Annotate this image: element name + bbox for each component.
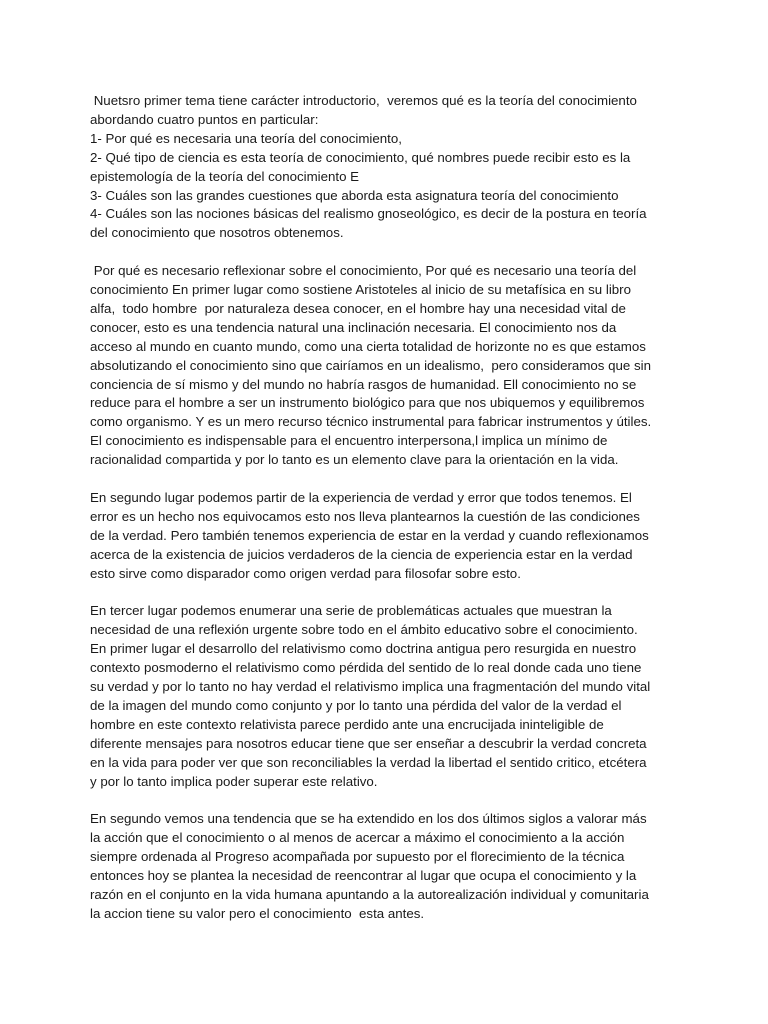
- text-line: racionalidad compartida y por lo tanto es un elemento clave para la orientación en la vida.: [90, 452, 619, 468]
- paragraph: [90, 489, 690, 584]
- text-line: El conocimiento es indispensable para el encuentro interpersona,l implica un mínimo de: [90, 433, 608, 449]
- text-line: del conocimiento que nosotros obtenemos.: [90, 225, 344, 241]
- text-line: necesidad de una reflexión urgente sobre todo en el ámbito educativo sobre el conocimiento.: [90, 622, 638, 638]
- text-line: En segundo vemos una tendencia que se ha extendido en los dos últimos siglos a valorar más: [90, 811, 647, 827]
- text-line: alfa, todo hombre por naturaleza desea conocer, en el hombre hay una necesidad vital de: [90, 300, 626, 316]
- text-line: 4- Cuáles son las nociones básicas del realismo gnoseológico, es decir de la postura en teoría: [90, 206, 647, 222]
- text-line: conocimiento En primer lugar como sostiene Aristoteles al inicio de su metafísica en su libro: [90, 282, 631, 298]
- text-line: contexto posmoderno el relativismo como pérdida del sentido de lo real donde cada uno tiene: [90, 660, 642, 676]
- text-line: en la vida para poder ver que son reconciliables la verdad la libertad el sentido critico, etcétera: [90, 754, 647, 770]
- text-line: diferente mensajes para nosotros educar tiene que ser enseñar a descubrir la verdad concreta: [90, 735, 647, 751]
- text-line: 1- Por qué es necesaria una teoría del conocimiento,: [90, 130, 402, 146]
- text-line: En tercer lugar podemos enumerar una serie de problemáticas actuales que muestran la: [90, 603, 612, 619]
- text-line: abordando cuatro puntos en particular:: [90, 111, 319, 127]
- text-line: En segundo lugar podemos partir de la experiencia de verdad y error que todos tenemos. El: [90, 490, 632, 505]
- paragraph: [90, 602, 690, 791]
- text-line: 2- Qué tipo de ciencia es esta teoría de conocimiento, qué nombres puede recibir esto es la: [90, 149, 631, 165]
- document-body: [90, 92, 690, 943]
- text-line: Nuetsro primer tema tiene carácter introductorio, veremos qué es la teoría del conocimiento: [90, 93, 637, 108]
- text-line: 3- Cuáles son las grandes cuestiones que aborda esta asignatura teoría del conocimiento: [90, 187, 619, 203]
- text-line: conciencia de sí mismo y del mundo no habría rasgos de humanidad. Ell conocimiento no se: [90, 376, 637, 392]
- text-line: absolutizando el conocimiento sino que cairíamos en un idealismo, pero consideramos que sin: [90, 357, 652, 373]
- text-line: esto sirve como disparador como origen verdad para filosofar sobre esto.: [90, 565, 521, 581]
- text-line: como organismo. Y es un mero recurso técnico instrumental para fabricar instrumentos y útiles.: [90, 414, 652, 430]
- text-line: razón en el conjunto en la vida humana apuntando a la autorealización individual y comunitaria: [90, 887, 649, 902]
- text-line: epistemología de la teoría del conocimiento E: [90, 168, 360, 184]
- paragraph: [90, 92, 690, 243]
- text-line: Por qué es necesario reflexionar sobre el conocimiento, Por qué es necesario una teoría del: [90, 263, 637, 279]
- text-line: siempre ordenada al Progreso acompañada por supuesto por el florecimiento de la técnica: [90, 849, 625, 865]
- text-line: de la verdad. Pero también tenemos experiencia de estar en la verdad y cuando reflexionamos: [90, 527, 649, 543]
- text-line: hombre en este contexto relativista parece perdido ante una encrucijada ininteligible de: [90, 716, 604, 732]
- text-line: reduce para el hombre a ser un instrumento biológico para que nos ubiquemos y equilibremos: [90, 395, 645, 411]
- text-line: error es un hecho nos equivocamos esto nos lleva plantearnos la cuestión de las condiciones: [90, 508, 640, 524]
- text-line: acerca de la existencia de juicios verdaderos de la ciencia de experiencia estar en la verdad: [90, 546, 633, 562]
- text-line: de la imagen del mundo como conjunto y por lo tanto una pérdida del valor de la verdad el: [90, 697, 622, 713]
- paragraph: [90, 262, 690, 470]
- text-line: entonces hoy se plantea la necesidad de reencontrar al lugar que ocupa el conocimiento y la: [90, 868, 637, 884]
- text-line: En primer lugar el desarrollo del relativismo como doctrina antigua pero resurgida en nuestro: [90, 641, 637, 657]
- text-line: acceso al mundo en cuanto mundo, como una cierta totalidad de horizonte no es que estamos: [90, 338, 646, 354]
- paragraph: [90, 810, 690, 923]
- text-line: conocer, esto es una tendencia natural una inclinación necesaria. El conocimiento nos da: [90, 319, 617, 335]
- text-line: la accion tiene su valor pero el conocimiento esta antes.: [90, 905, 425, 921]
- text-line: su verdad y por lo tanto no hay verdad el relativismo implica una fragmentación del mundo vital: [90, 679, 651, 695]
- text-line: y por lo tanto implica poder superar este relativo.: [90, 773, 378, 789]
- text-line: la acción que el conocimiento o al menos de acercar a máximo el conocimiento a la acción: [90, 830, 625, 846]
